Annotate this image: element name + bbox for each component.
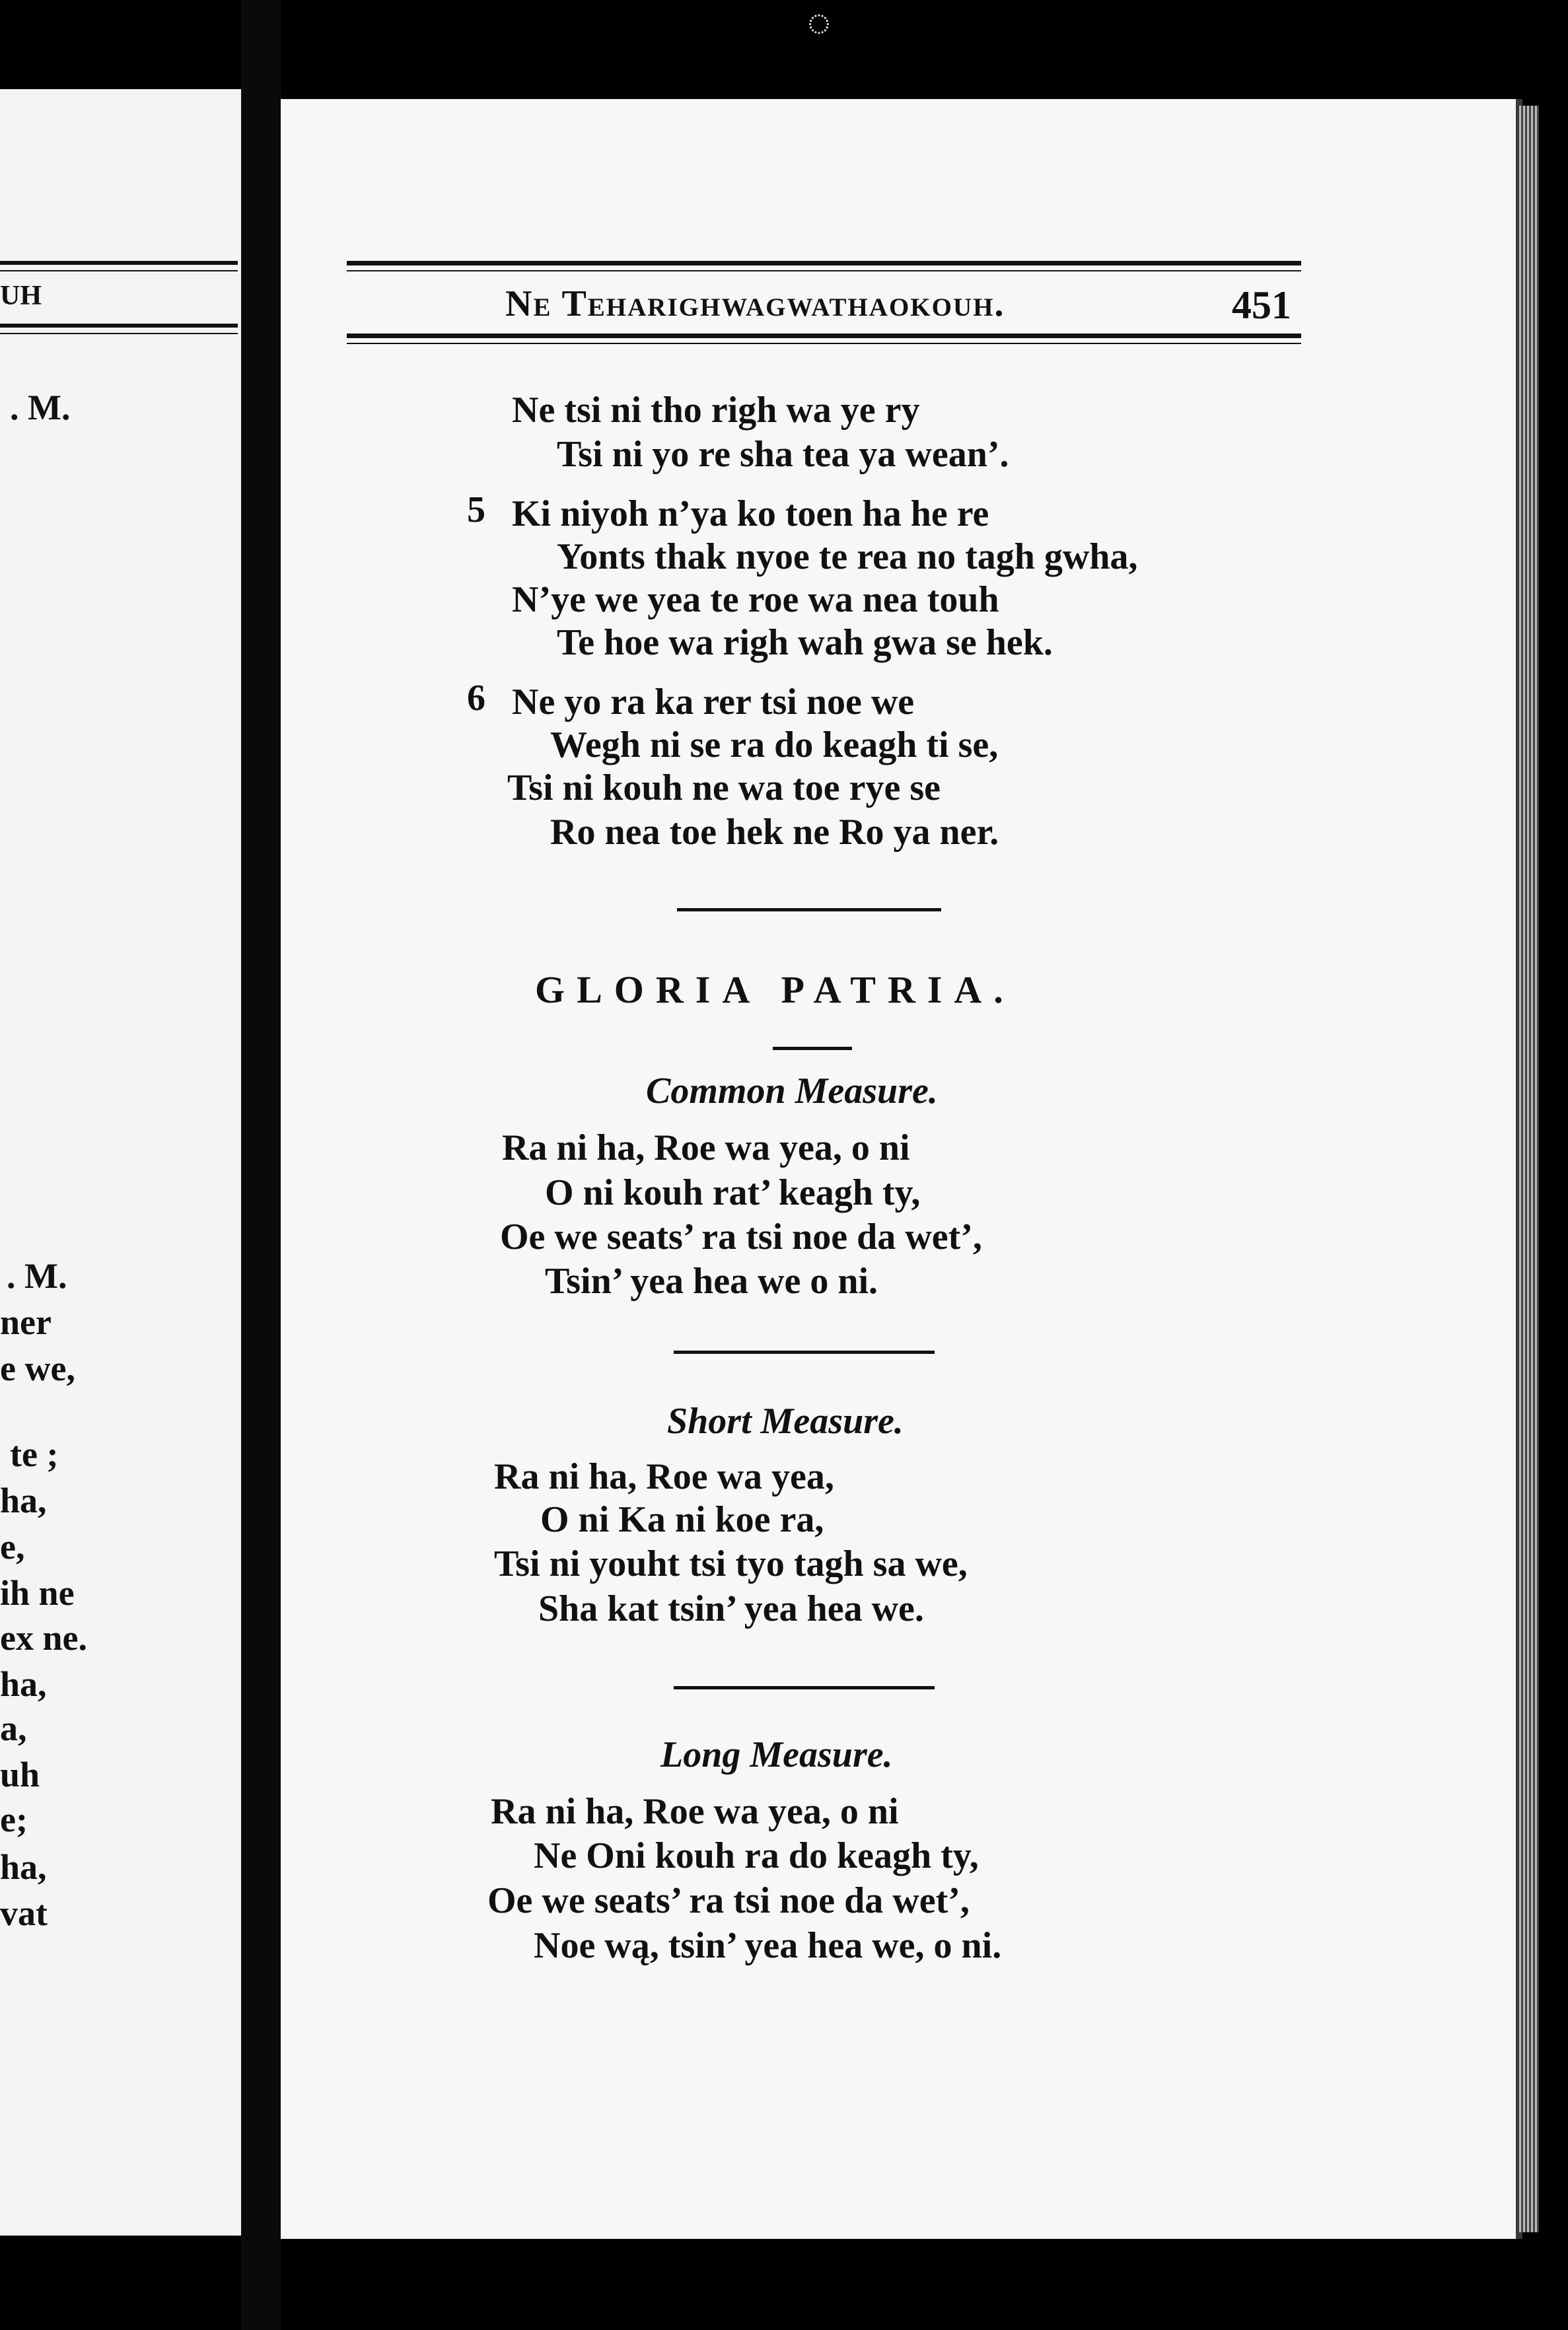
left-measure-fragment-2: . M. <box>7 1256 67 1296</box>
binding-gutter <box>241 0 281 2330</box>
verse-line: Ne Oni kouh ra do keagh ty, <box>534 1835 979 1876</box>
verse-line: Ne yo ra ka rer tsi noe we <box>512 682 915 723</box>
verse-line: Wegh ni se ra do keagh ti se, <box>550 724 999 765</box>
left-text-fragment: ih ne <box>0 1573 75 1613</box>
left-header-rule-bottom <box>0 324 238 334</box>
left-running-head-fragment: UH <box>0 281 42 311</box>
left-text-fragment: uh <box>0 1755 40 1794</box>
measure-heading-common: Common Measure. <box>646 1071 938 1112</box>
left-facing-page <box>0 89 241 2236</box>
verse-line: Ki niyoh n’ya ko toen ha he re <box>512 493 989 534</box>
stanza-number: 6 <box>467 678 485 719</box>
verse-line: Noe wą, tsin’ yea hea we, o ni. <box>534 1925 1002 1966</box>
stanza-number: 5 <box>467 489 485 530</box>
verse-line: Ra ni ha, Roe wa yea, o ni <box>502 1127 910 1168</box>
header-rule-top <box>347 261 1301 271</box>
section-divider <box>674 1351 935 1354</box>
verse-line: Yonts thak nyoe te rea no tagh gwha, <box>557 536 1138 577</box>
left-text-fragment: ex ne. <box>0 1618 87 1658</box>
verse-line: Ne tsi ni tho righ wa ye ry <box>512 390 920 431</box>
left-text-fragment: te ; <box>10 1434 59 1474</box>
title-underline <box>773 1047 852 1050</box>
running-head: Ne Teharighwagwathaokouh. <box>505 283 1005 324</box>
verse-line: Tsin’ yea hea we o ni. <box>545 1261 878 1302</box>
left-text-fragment: a, <box>0 1709 27 1748</box>
measure-heading-short: Short Measure. <box>667 1401 904 1442</box>
left-text-fragment: ha, <box>0 1481 47 1520</box>
page-number: 451 <box>1232 283 1291 327</box>
verse-line: Te hoe wa righ wah gwa se hek. <box>557 622 1053 663</box>
left-text-fragment: ha, <box>0 1847 47 1887</box>
page-edge-stack <box>1519 106 1539 2232</box>
verse-line: Ra ni ha, Roe wa yea, o ni <box>491 1791 899 1832</box>
verse-line: O ni kouh rat’ keagh ty, <box>545 1172 921 1213</box>
left-text-fragment: e, <box>0 1527 25 1567</box>
left-header-rule-top <box>0 261 238 271</box>
header-rule-bottom <box>347 334 1301 344</box>
section-divider <box>674 1686 935 1689</box>
verse-line: Ra ni ha, Roe wa yea, <box>494 1456 834 1497</box>
measure-heading-long: Long Measure. <box>660 1734 893 1775</box>
left-text-fragment: ner <box>0 1302 52 1342</box>
verse-line: Tsi ni youht tsi tyo tagh sa we, <box>494 1543 968 1584</box>
verse-line: Tsi ni kouh ne wa toe rye se <box>507 767 941 808</box>
left-text-fragment: e; <box>0 1800 28 1839</box>
left-measure-fragment-1: . M. <box>10 388 71 427</box>
verse-line: Oe we seats’ ra tsi noe da wet’, <box>500 1217 982 1257</box>
verse-line: Sha kat tsin’ yea hea we. <box>538 1588 924 1629</box>
top-ornament-mark: ◌ <box>807 1 831 44</box>
left-text-fragment: ha, <box>0 1664 47 1704</box>
verse-line: O ni Ka ni koe ra, <box>540 1499 824 1540</box>
left-text-fragment: e we, <box>0 1349 75 1388</box>
verse-line: Ro nea toe hek ne Ro ya ner. <box>550 812 999 853</box>
verse-line: N’ye we yea te roe wa nea touh <box>512 579 999 620</box>
section-title: GLORIA PATRIA. <box>535 968 1015 1011</box>
verse-line: Tsi ni yo re sha tea ya wean’. <box>557 434 1009 475</box>
section-divider <box>677 908 941 911</box>
verse-line: Oe we seats’ ra tsi noe da wet’, <box>487 1880 970 1921</box>
left-text-fragment: vat <box>0 1893 48 1933</box>
